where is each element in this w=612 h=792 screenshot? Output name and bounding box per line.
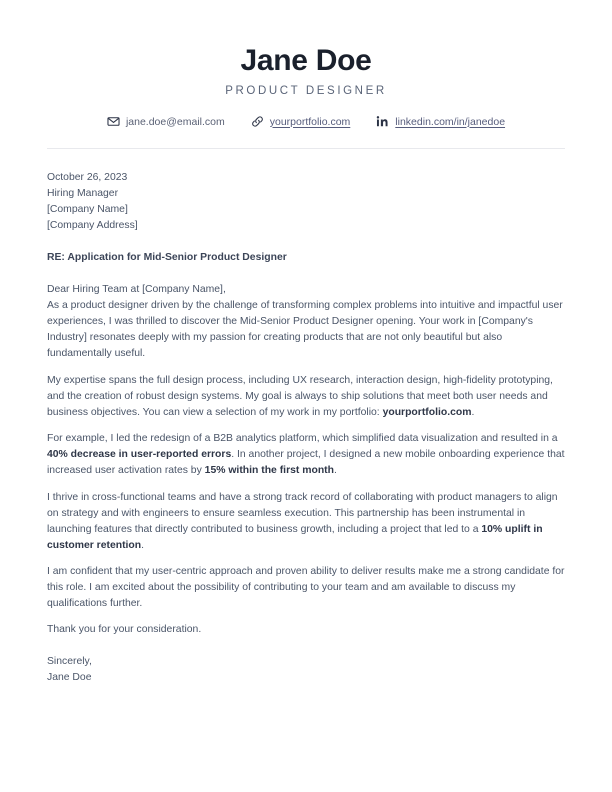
contact-linkedin-link[interactable]: linkedin.com/in/janedoe <box>395 115 506 128</box>
letter-closing: Sincerely, <box>47 656 92 668</box>
letter-salutation: Dear Hiring Team at [Company Name], <box>47 284 226 296</box>
envelope-icon <box>107 115 120 128</box>
contact-linkedin[interactable] <box>376 115 505 128</box>
letter-paragraph-3 <box>47 431 565 479</box>
letter-body <box>47 170 565 686</box>
header-divider <box>47 148 565 149</box>
letter-company: [Company Name] <box>47 204 128 216</box>
paragraph-3-text-mid: . In another project, I designed a new mobile onboarding experience that increased user activation rates by <box>47 449 565 477</box>
letter-address: [Company Address] <box>47 220 138 232</box>
letterhead-header <box>47 0 565 149</box>
letter-paragraph-1: As a product designer driven by the challenge of transforming complex problems into intuitive and impactful user experiences, I was thrilled to discover the Mid-Senior Product Designer opening. Your work in [Company's Industry] resonates deeply with my passion for creating products that are not only beautiful but also fundamentally useful. <box>47 300 563 360</box>
letter-date: October 26, 2023 <box>47 172 128 184</box>
paragraph-3-text-post: . <box>333 465 337 477</box>
paragraph-2-text-post: . <box>471 406 475 418</box>
contact-portfolio[interactable] <box>251 115 351 128</box>
metric-highlight-activation: 15% within the first month <box>204 465 334 477</box>
contact-portfolio-link[interactable]: yourportfolio.com <box>269 115 351 128</box>
link-icon <box>251 115 264 128</box>
letter-paragraph-4 <box>47 490 565 554</box>
letter-paragraph-5: I am confident that my user-centric approach and proven ability to deliver results make me a strong candidate for this role. I am excited about the possibility of contributing to your team and am available to discuss my qualifications further. <box>47 565 565 609</box>
contact-row <box>47 115 565 128</box>
letter-recipient: Hiring Manager <box>47 188 119 200</box>
letter-paragraph-6: Thank you for your consideration. <box>47 624 202 636</box>
contact-email-text: jane.doe@email.com <box>125 115 225 128</box>
letter-subject: RE: Application for Mid-Senior Product Designer <box>47 252 287 264</box>
letter-paragraph-2 <box>47 373 565 421</box>
page-title: Jane Doe <box>240 44 372 77</box>
metric-highlight-retention: 10% uplift in customer retention <box>47 523 543 551</box>
metric-highlight-errors: 40% decrease in user-reported errors <box>47 449 232 461</box>
paragraph-4-text-post: . <box>141 539 144 551</box>
paragraph-2-text-pre: My expertise spans the full design process, including UX research, interaction design, high-fidelity prototyping, and the creation of robust design systems. My goal is always to ship solutions that meet both user needs and business objectives. You can view a selection of my work in my portfolio: <box>47 374 553 418</box>
contact-email <box>107 115 225 128</box>
letter-signature: Jane Doe <box>47 672 92 684</box>
paragraph-3-text-pre: For example, I led the redesign of a B2B analytics platform, which simplified data visualization and resulted in a <box>47 433 558 445</box>
portfolio-highlight: yourportfolio.com <box>382 406 472 418</box>
professional-title: PRODUCT DESIGNER <box>225 84 387 97</box>
linkedin-icon <box>376 115 389 128</box>
paragraph-4-text-pre: I thrive in cross-functional teams and have a strong track record of collaborating with product managers to align on strategy and with engineers to ensure seamless execution. This partnership has been instrumental in launching features that directly contributed to business growth, including a project that led to a <box>47 491 558 535</box>
